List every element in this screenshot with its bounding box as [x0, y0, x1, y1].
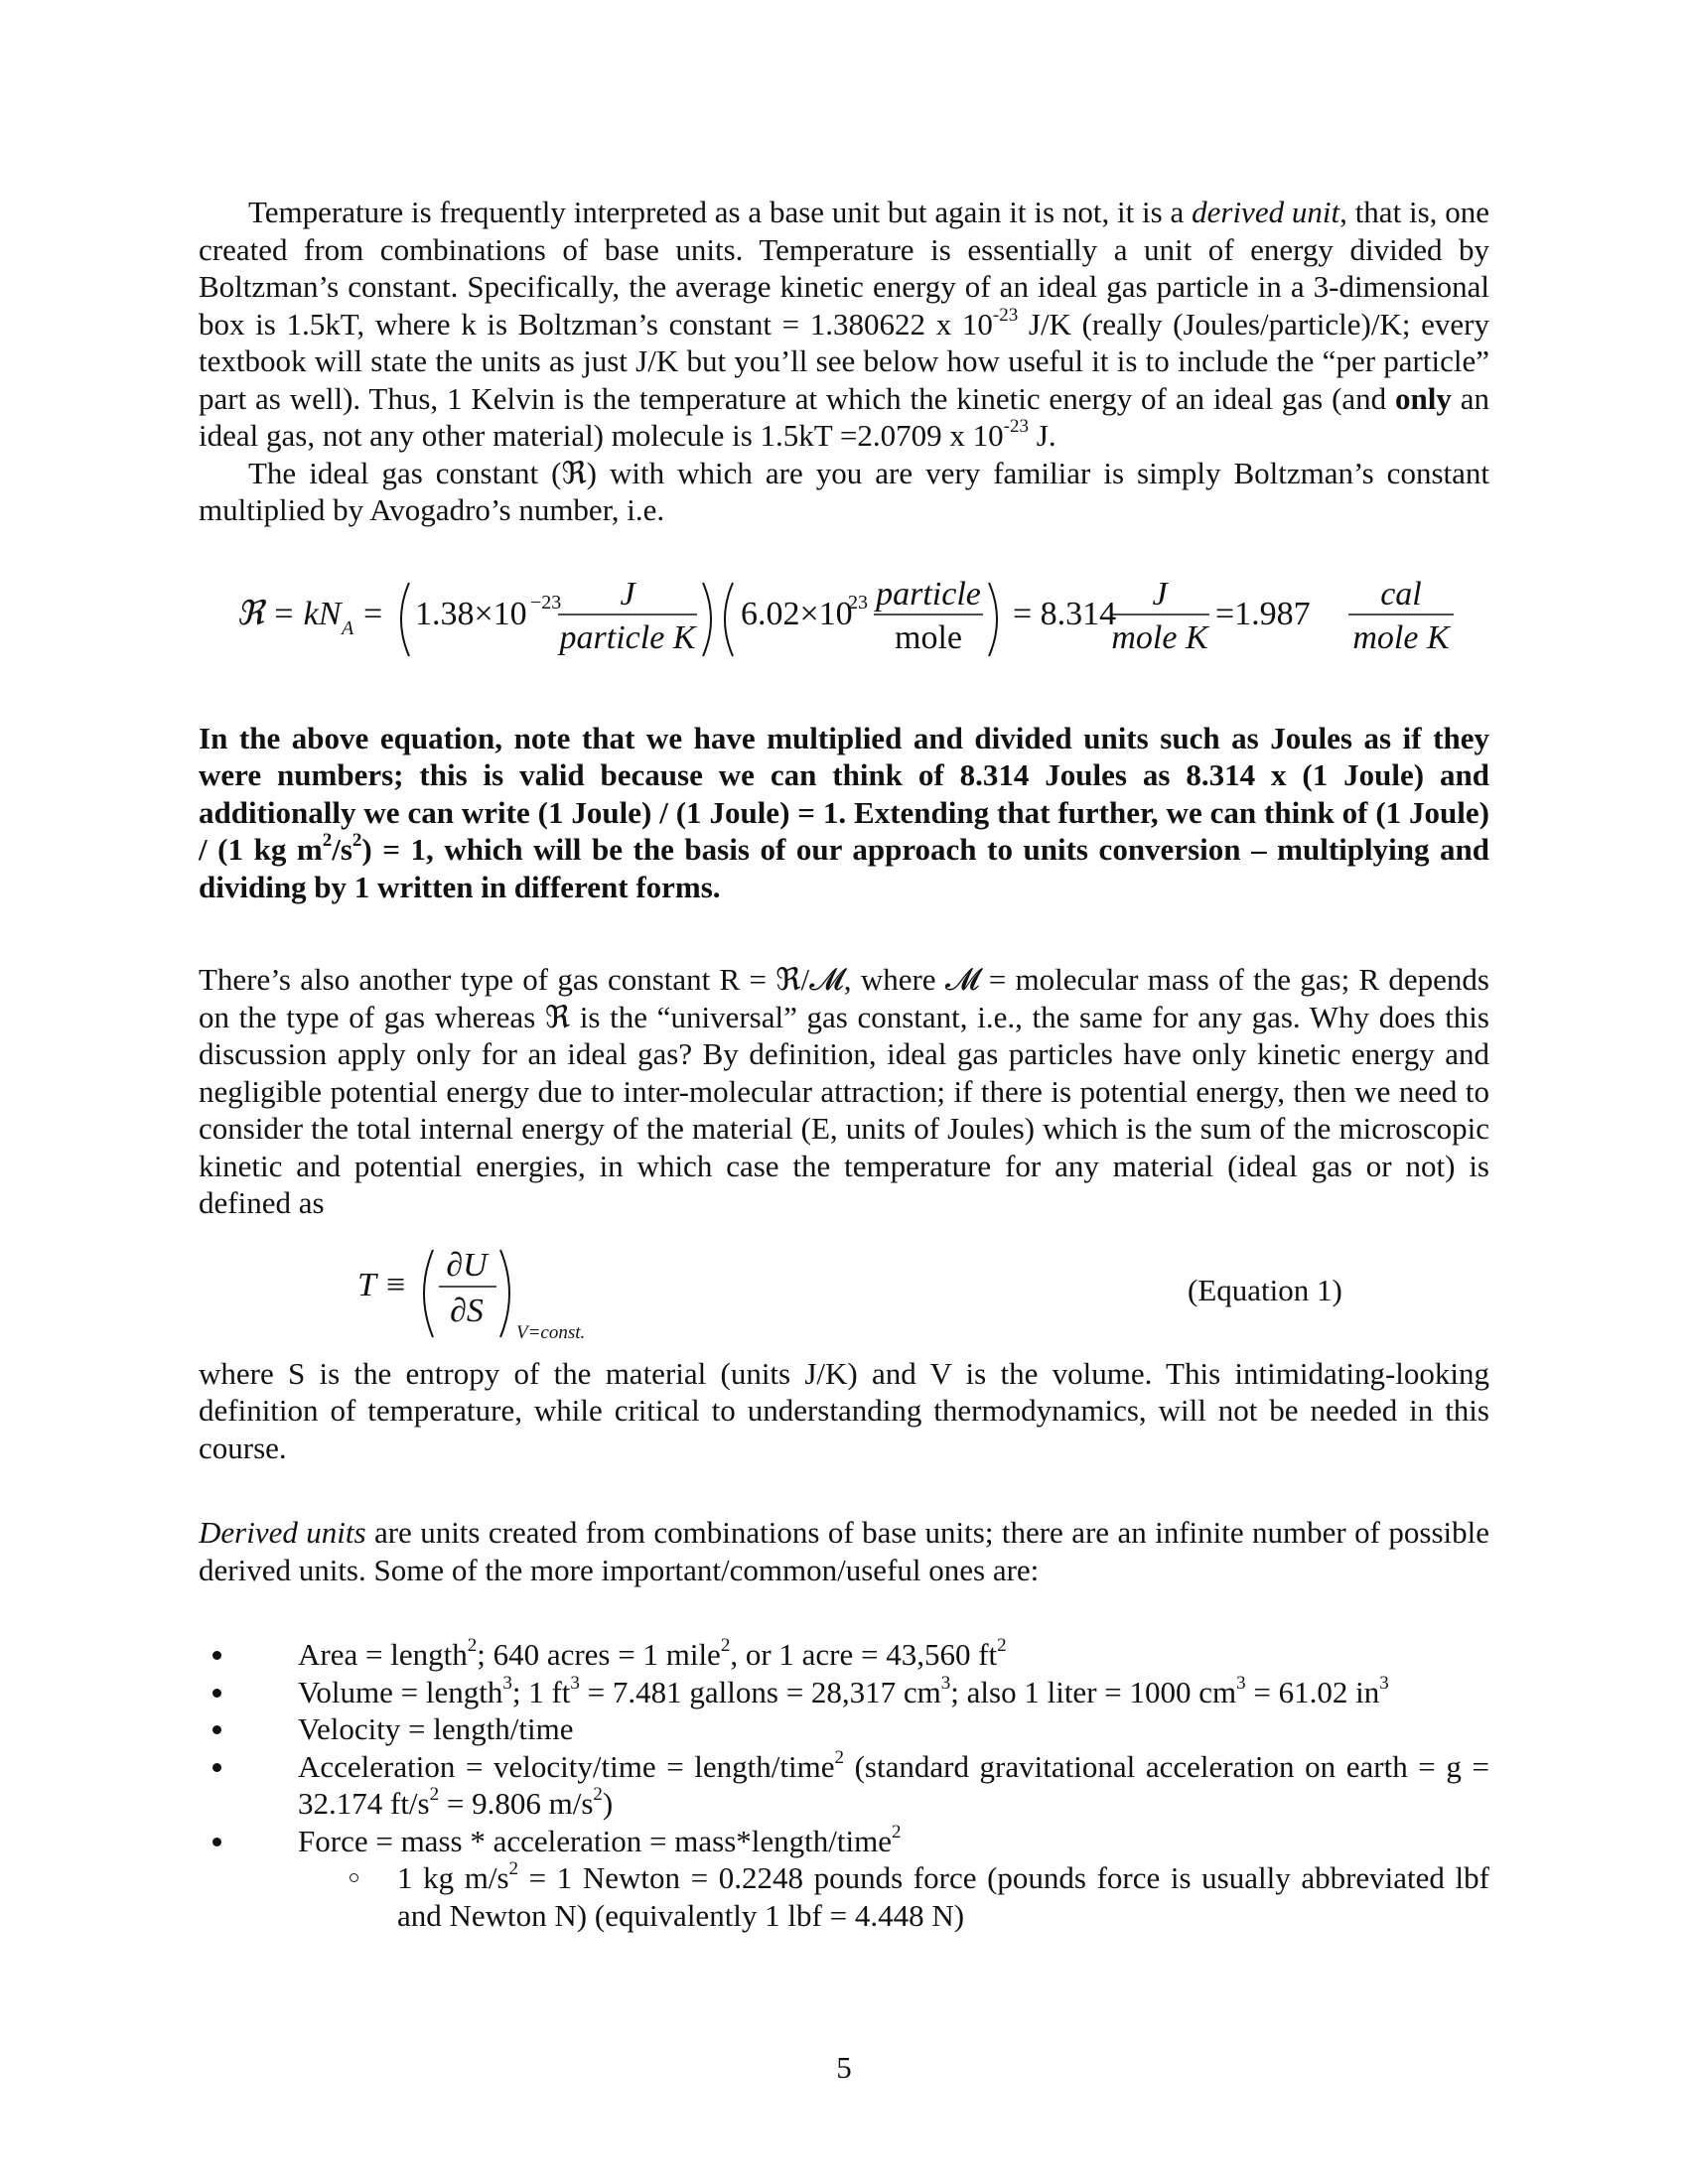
- equation-1-label: (Equation 1): [1188, 1272, 1342, 1307]
- force-sublist: [199, 1859, 1489, 1934]
- eq-paren-left: [401, 583, 409, 656]
- text-span: , that is, one created from combinations of base units. Temperature is essentially a unit of energy divided by Boltzman’s constant. Specifically, the average kinetic energy of an ideal gas particle in a 3-dimensional box is 1.5kT, where k is Boltzman’s constant = 1.380622 x 10: [199, 195, 1489, 341]
- text-span: = 1 Newton = 0.2248 pounds force (pounds force is usually abbreviated lbf and Newton N) (equivalently 1 lbf = 4.448 N): [397, 1860, 1489, 1933]
- eq-r2-denominator: mole K: [1352, 618, 1450, 656]
- eq-r-value: = 8.314: [1013, 595, 1117, 632]
- eq-k-exp: −23: [530, 591, 562, 614]
- equation-1: [199, 1236, 1489, 1355]
- list-item-acceleration: [199, 1748, 1489, 1823]
- eq-k-value: 1.38×10: [415, 595, 527, 632]
- text-span: (standard gravitational acceleration on earth = g = 32.174 ft/s: [298, 1748, 1489, 1821]
- eq1-subscript: V=const.: [516, 1321, 586, 1343]
- text-span: Volume = length: [298, 1674, 503, 1709]
- eq1-paren-left: [424, 1250, 433, 1337]
- text-span: , or 1 acre = 43,560 ft: [730, 1637, 998, 1672]
- superscript: 3: [1236, 1672, 1246, 1694]
- superscript: 2: [997, 1635, 1007, 1656]
- superscript: 2: [891, 1821, 902, 1843]
- equation-gas-constant-svg: [199, 565, 1489, 664]
- eq-k-numerator: J: [620, 575, 635, 613]
- eq-lhs-sub: A: [342, 616, 354, 639]
- eq-r-numerator: J: [1152, 575, 1168, 613]
- superscript: 2: [720, 1635, 731, 1656]
- eq-paren-left: [725, 583, 733, 656]
- eq-na-value: 6.02×10: [741, 595, 853, 632]
- equation-1-svg: [199, 1236, 894, 1355]
- superscript: 3: [940, 1672, 951, 1694]
- eq-paren-right: [703, 583, 711, 656]
- list-item-volume: [199, 1674, 1489, 1711]
- eq1-paren-right: [500, 1250, 509, 1337]
- text-span: J/K (really (Joules/particle)/K; every textbook will state the units as just J/K but you’ll see below how useful it is to include the “per particle” part as well). Thus, 1 Kelvin is the temperature at which the kinetic energy of an ideal gas (and: [199, 306, 1489, 416]
- text-span: Acceleration = velocity/time = length/time: [298, 1748, 835, 1784]
- eq-r2-value: =1.987: [1215, 595, 1311, 632]
- list-item-area: [199, 1636, 1489, 1674]
- superscript: 2: [352, 830, 362, 851]
- text-span: ; also 1 liter = 1000 cm: [950, 1674, 1237, 1709]
- paragraph-gas-constant-types: There’s also another type of gas constant R = ℜ/𝓜, where 𝓜 = molecular mass of the gas; R depends on the type of gas whereas ℜ is the “universal” gas constant, i.e., the same for any gas. Why does this discussion apply only for an ideal gas? By definition, ideal gas particles have only kinetic energy and negligible potential energy due to inter-molecular attraction; if there is potential energy, then we need to consider the total internal energy of the material (E, units of Joules) which is the sum of the microscopic kinetic and potential energies, in which case the temperature for any material (ideal gas or not) is defined as: [199, 962, 1489, 1220]
- text-span: J.: [1029, 418, 1056, 453]
- superscript: 2: [322, 830, 333, 851]
- text-span: 1 kg m/s: [397, 1860, 509, 1895]
- text-span: ; 640 acres = 1 mile: [477, 1637, 721, 1672]
- text-span: = 7.481 gallons = 28,317 cm: [579, 1674, 941, 1709]
- text-span: Force = mass * acceleration = mass*length/time: [298, 1823, 892, 1858]
- text-span: an ideal gas, not any other material) molecule is 1.5kT =2.0709 x 10: [199, 380, 1489, 453]
- page-number: 5: [836, 2050, 852, 2085]
- list-item-force: [199, 1823, 1489, 1935]
- paragraph-gas-constant: The ideal gas constant (ℜ) with which are you are very familiar is simply Boltzman’s constant multiplied by Avogadro’s number, i.e.: [199, 455, 1489, 527]
- list-item-newton: [298, 1859, 1489, 1934]
- eq-na-numerator: particle: [876, 575, 981, 613]
- superscript: 3: [570, 1672, 580, 1694]
- eq-na-exp: 23: [848, 591, 868, 614]
- bold-only: only: [1395, 380, 1452, 416]
- text-span: = 9.806 m/s: [439, 1786, 594, 1821]
- text-span: are units created from combinations of base units; there are an infinite number of possible derived units. Some of the more important/common/useful ones are:: [199, 1515, 1489, 1587]
- paragraph-bold-units-note: [199, 720, 1489, 906]
- superscript: 2: [508, 1858, 519, 1879]
- superscript: 2: [593, 1784, 603, 1805]
- text-span: In the above equation, note that we have multiplied and divided units such as Joules as if they were numbers; this is valid because we can think of 8.314 Joules as 8.314 x (1 Joule) and additionally we can write (1 Joule) / (1 Joule) = 1. Extending that further, we can think of (1 Joule) / (1 kg m: [199, 720, 1489, 867]
- superscript: 2: [467, 1635, 478, 1656]
- text-span: Temperature is frequently interpreted as a base unit but again it is not, it is a: [248, 195, 1193, 229]
- superscript: -23: [992, 304, 1019, 326]
- paragraph-entropy: where S is the entropy of the material (units J/K) and V is the volume. This intimidating-looking definition of temperature, while critical to understanding thermodynamics, will not be needed in this course.: [199, 1355, 1489, 1465]
- eq-r-denominator: mole K: [1111, 618, 1208, 656]
- eq-equals: =: [363, 595, 383, 632]
- list-item-velocity: Velocity = length/time: [199, 1710, 1489, 1748]
- derived-units-list: [199, 1636, 1489, 1934]
- superscript: 3: [1379, 1672, 1389, 1694]
- eq-k-denominator: particle K: [559, 618, 696, 656]
- text-span: = 61.02 in: [1245, 1674, 1380, 1709]
- eq-lhs: ℜ = kN: [236, 595, 342, 632]
- eq1-denominator: ∂S: [450, 1292, 484, 1329]
- text-span: /s: [332, 832, 352, 867]
- eq1-lhs: T ≡: [357, 1266, 407, 1303]
- superscript: 2: [834, 1746, 844, 1768]
- superscript: 2: [429, 1784, 440, 1805]
- emphasis-derived-units: Derived units: [199, 1515, 366, 1550]
- text-span: ; 1 ft: [511, 1674, 571, 1709]
- eq-paren-right: [989, 583, 997, 656]
- eq-na-denominator: mole: [895, 618, 962, 656]
- paragraph-temperature: [199, 194, 1489, 455]
- paragraph-derived-units: [199, 1514, 1489, 1588]
- equation-gas-constant: [199, 565, 1489, 664]
- emphasis-derived-unit: derived unit: [1192, 195, 1340, 229]
- text-span: Area = length: [298, 1637, 468, 1672]
- eq1-numerator: ∂U: [446, 1246, 488, 1284]
- eq-r2-numerator: cal: [1380, 575, 1422, 613]
- superscript: -23: [1003, 416, 1029, 437]
- superscript: 3: [502, 1672, 512, 1694]
- text-span: ): [602, 1786, 614, 1821]
- text-span: ) = 1, which will be the basis of our approach to units conversion – multiplying and dividing by 1 written in different forms.: [199, 832, 1490, 904]
- document-page: [199, 194, 1489, 1934]
